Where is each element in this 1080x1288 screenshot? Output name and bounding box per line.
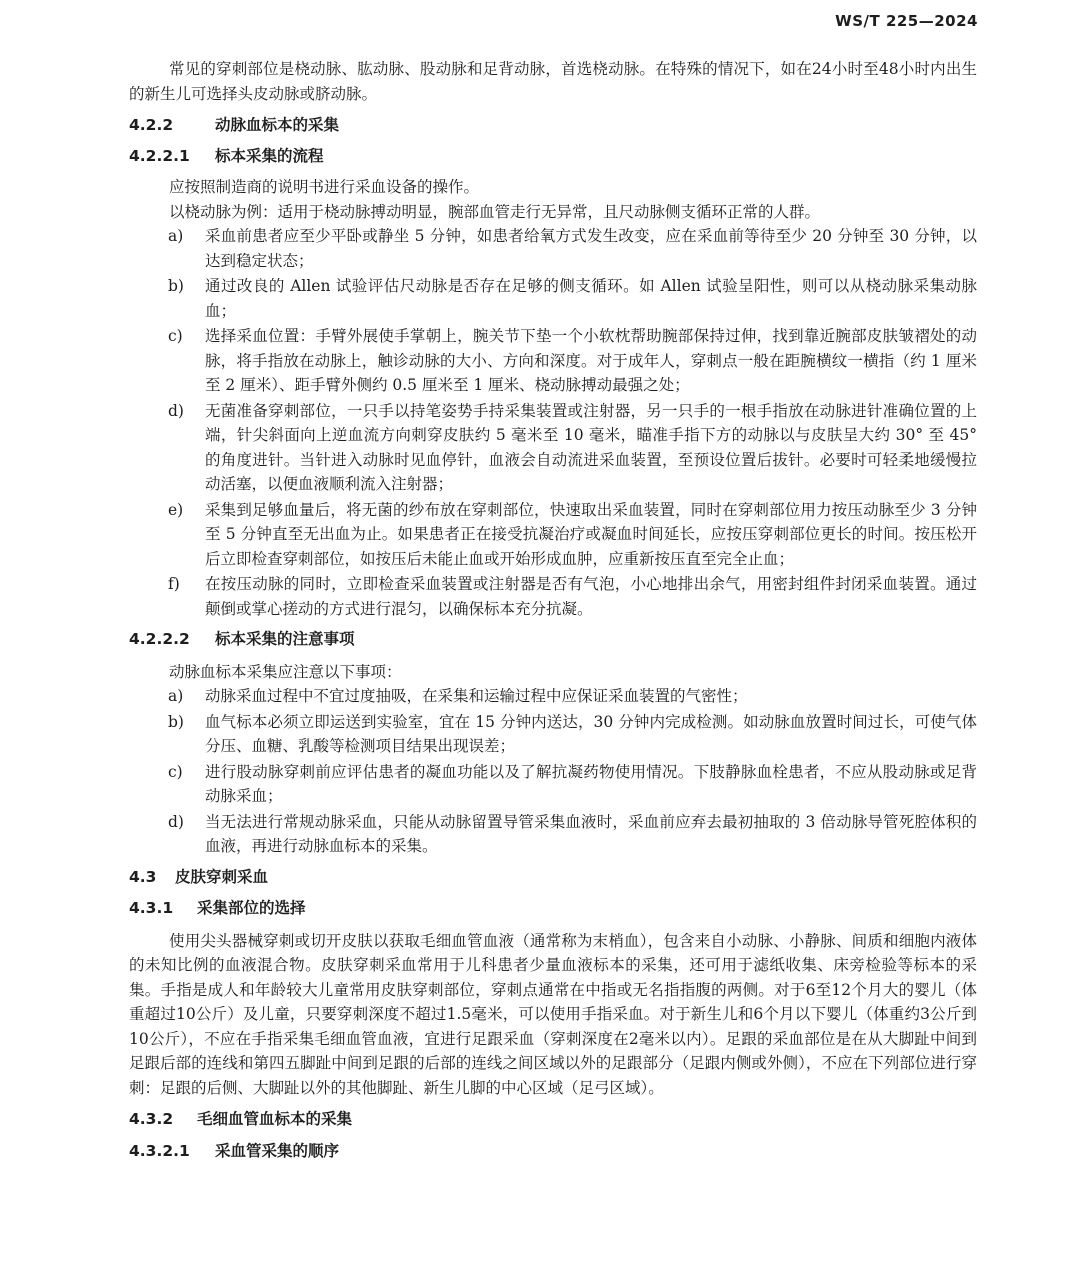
item-text: 血气标本必须立即运送到实验室，宜在 15 分钟内送达，30 分钟内完成检测。如动脉血放置时间过长，可使气体分压、血糖、乳酸等检测项目结果出现误差； <box>205 712 977 755</box>
section-title: 毛细血管血标本的采集 <box>197 1110 353 1128</box>
item-text: 采血前患者应至少平卧或静坐 5 分钟，如患者给氧方式发生改变，应在采血前等待至少 20 分钟至 30 分钟，以达到稳定状态； <box>205 227 977 270</box>
item-marker: f) <box>168 575 180 593</box>
section-number: 4.3 <box>129 867 157 886</box>
item-text: 无菌准备穿刺部位，一只手以持笔姿势手持采集装置或注射器，另一只手的一根手指放在动脉进针准确位置的上端，针尖斜面向上逆血流方向刺穿皮肤约 5 毫米至 10 毫米，瞄准手指下方的动脉以与皮肤呈大约 30° 至 45° 的角度进针。当针进入动脉时见血停针，血液会自动流进采血装置，至预设位置后拔针。必要时可轻柔地缓慢拉动活塞，以便血液顺利流入注射器； <box>205 401 977 493</box>
list-item <box>129 810 977 859</box>
page-body <box>129 57 977 1163</box>
item-marker: d) <box>168 401 184 420</box>
procedure-intro-1: 应按照制造商的说明书进行采血设备的操作。 <box>169 178 480 196</box>
intro-paragraph: 常见的穿刺部位是桡动脉、肱动脉、股动脉和足背动脉，首选桡动脉。在特殊的情况下，如在24小时至48小时内出生的新生儿可选择头皮动脉或脐动脉。 <box>129 60 977 103</box>
list-item <box>129 399 977 497</box>
site-selection-paragraph: 使用尖头器械穿刺或切开皮肤以获取毛细血管血液（通常称为末梢血），包含来自小动脉、小静脉、间质和细胞内液体的未知比例的血液混合物。皮肤穿刺采血常用于儿科患者少量血液标本的采集，还可用于滤纸收集、床旁检验等标本的采集。手指是成人和年龄较大儿童常用皮肤穿刺部位，穿刺点通常在中指或无名指指腹的两侧。对于6至12个月大的婴儿（体重超过10公斤）及儿童，只要穿刺深度不超过1.5毫米，可以使用手指采血。对于新生儿和6个月以下婴儿（体重约3公斤到10公斤），不应在手指采集毛细血管血液，宜进行足跟采血（穿刺深度在2毫米以内）。足跟的采血部位是在从大脚趾中间到足跟后部的连线和第四五脚趾中间到足跟的后部的连线之间区域以外的足跟部分（足跟内侧或外侧），不应在下列部位进行穿刺：足跟的后侧、大脚趾以外的其他脚趾、新生儿脚的中心区域（足弓区域）。 <box>129 931 977 1097</box>
heading-4-2-2 <box>129 113 977 138</box>
item-text: 通过改良的 Allen 试验评估尺动脉是否存在足够的侧支循环。如 Allen 试验呈阳性，则可以从桡动脉采集动脉血； <box>205 277 977 320</box>
section-number: 4.2.2.2 <box>129 630 190 648</box>
item-marker: d) <box>168 812 184 831</box>
section-number: 4.3.2.1 <box>129 1141 190 1160</box>
list-item <box>129 498 977 572</box>
item-text: 进行股动脉穿刺前应评估患者的凝血功能以及了解抗凝药物使用情况。下肢静脉血栓患者，不应从股动脉或足背动脉采血； <box>205 762 977 805</box>
item-marker: c) <box>168 327 183 345</box>
list-item <box>129 324 977 398</box>
heading-4-2-2-1 <box>129 144 977 169</box>
heading-4-3-2-1 <box>129 1139 977 1164</box>
document-code: WS/T 225—2024 <box>835 12 978 30</box>
item-marker: e) <box>168 500 184 519</box>
precautions-list <box>129 684 977 859</box>
list-item <box>129 572 977 621</box>
list-item <box>129 224 977 273</box>
section-number: 4.2.2.1 <box>129 146 190 165</box>
procedure-list <box>129 224 977 621</box>
list-item <box>129 760 977 809</box>
item-marker: a) <box>168 227 184 245</box>
procedure-intro-2: 以桡动脉为例：适用于桡动脉搏动明显，腕部血管走行无异常，且尺动脉侧支循环正常的人群。 <box>169 202 821 221</box>
heading-4-3-1 <box>129 896 977 921</box>
section-number: 4.3.1 <box>129 899 174 917</box>
item-text: 在按压动脉的同时，立即检查采血装置或注射器是否有气泡，小心地排出余气，用密封组件封闭采血装置。通过颠倒或掌心搓动的方式进行混匀，以确保标本充分抗凝。 <box>205 575 977 618</box>
section-title: 采集部位的选择 <box>197 899 306 917</box>
heading-4-3-2 <box>129 1107 977 1132</box>
item-text: 采集到足够血量后，将无菌的纱布放在穿刺部位，快速取出采血装置，同时在穿刺部位用力按压动脉至少 3 分钟至 5 分钟直至无出血为止。如果患者正在接受抗凝治疗或凝血时间延长，应按压穿刺部位更长的时间。按压松开后立即检查穿刺部位，如按压后未能止血或开始形成血肿，应重新按压直至完全止血； <box>205 500 977 568</box>
item-marker: c) <box>168 762 183 781</box>
precautions-intro: 动脉血标本采集应注意以下事项： <box>169 662 402 681</box>
section-title: 标本采集的注意事项 <box>215 630 355 648</box>
heading-4-2-2-2 <box>129 627 977 652</box>
section-number: 4.3.2 <box>129 1110 174 1128</box>
item-text: 动脉采血过程中不宜过度抽吸，在采集和运输过程中应保证采血装置的气密性； <box>205 687 748 705</box>
item-text: 选择采血位置：手臂外展使手掌朝上，腕关节下垫一个小软枕帮助腕部保持过伸，找到靠近腕部皮肤皱褶处的动脉，将手指放在动脉上，触诊动脉的大小、方向和深度。对于成年人，穿刺点一般在距腕横纹一横指（约 1 厘米至 2 厘米）、距手臂外侧约 0.5 厘米至 1 厘米、桡动脉搏动最强之处； <box>205 327 977 394</box>
list-item <box>129 274 977 323</box>
item-marker: b) <box>168 277 184 295</box>
item-text: 当无法进行常规动脉采血，只能从动脉留置导管采集血液时，采血前应弃去最初抽取的 3 倍动脉导管死腔体积的血液，再进行动脉血标本的采集。 <box>205 812 977 855</box>
heading-4-3 <box>129 865 977 890</box>
section-number: 4.2.2 <box>129 116 174 134</box>
list-item <box>129 710 977 759</box>
section-title: 采血管采集的顺序 <box>215 1141 340 1160</box>
section-title: 动脉血标本的采集 <box>215 116 340 134</box>
section-title: 标本采集的流程 <box>215 146 324 165</box>
list-item <box>129 684 977 709</box>
item-marker: a) <box>168 687 184 705</box>
section-title: 皮肤穿刺采血 <box>175 867 269 886</box>
item-marker: b) <box>168 712 184 731</box>
